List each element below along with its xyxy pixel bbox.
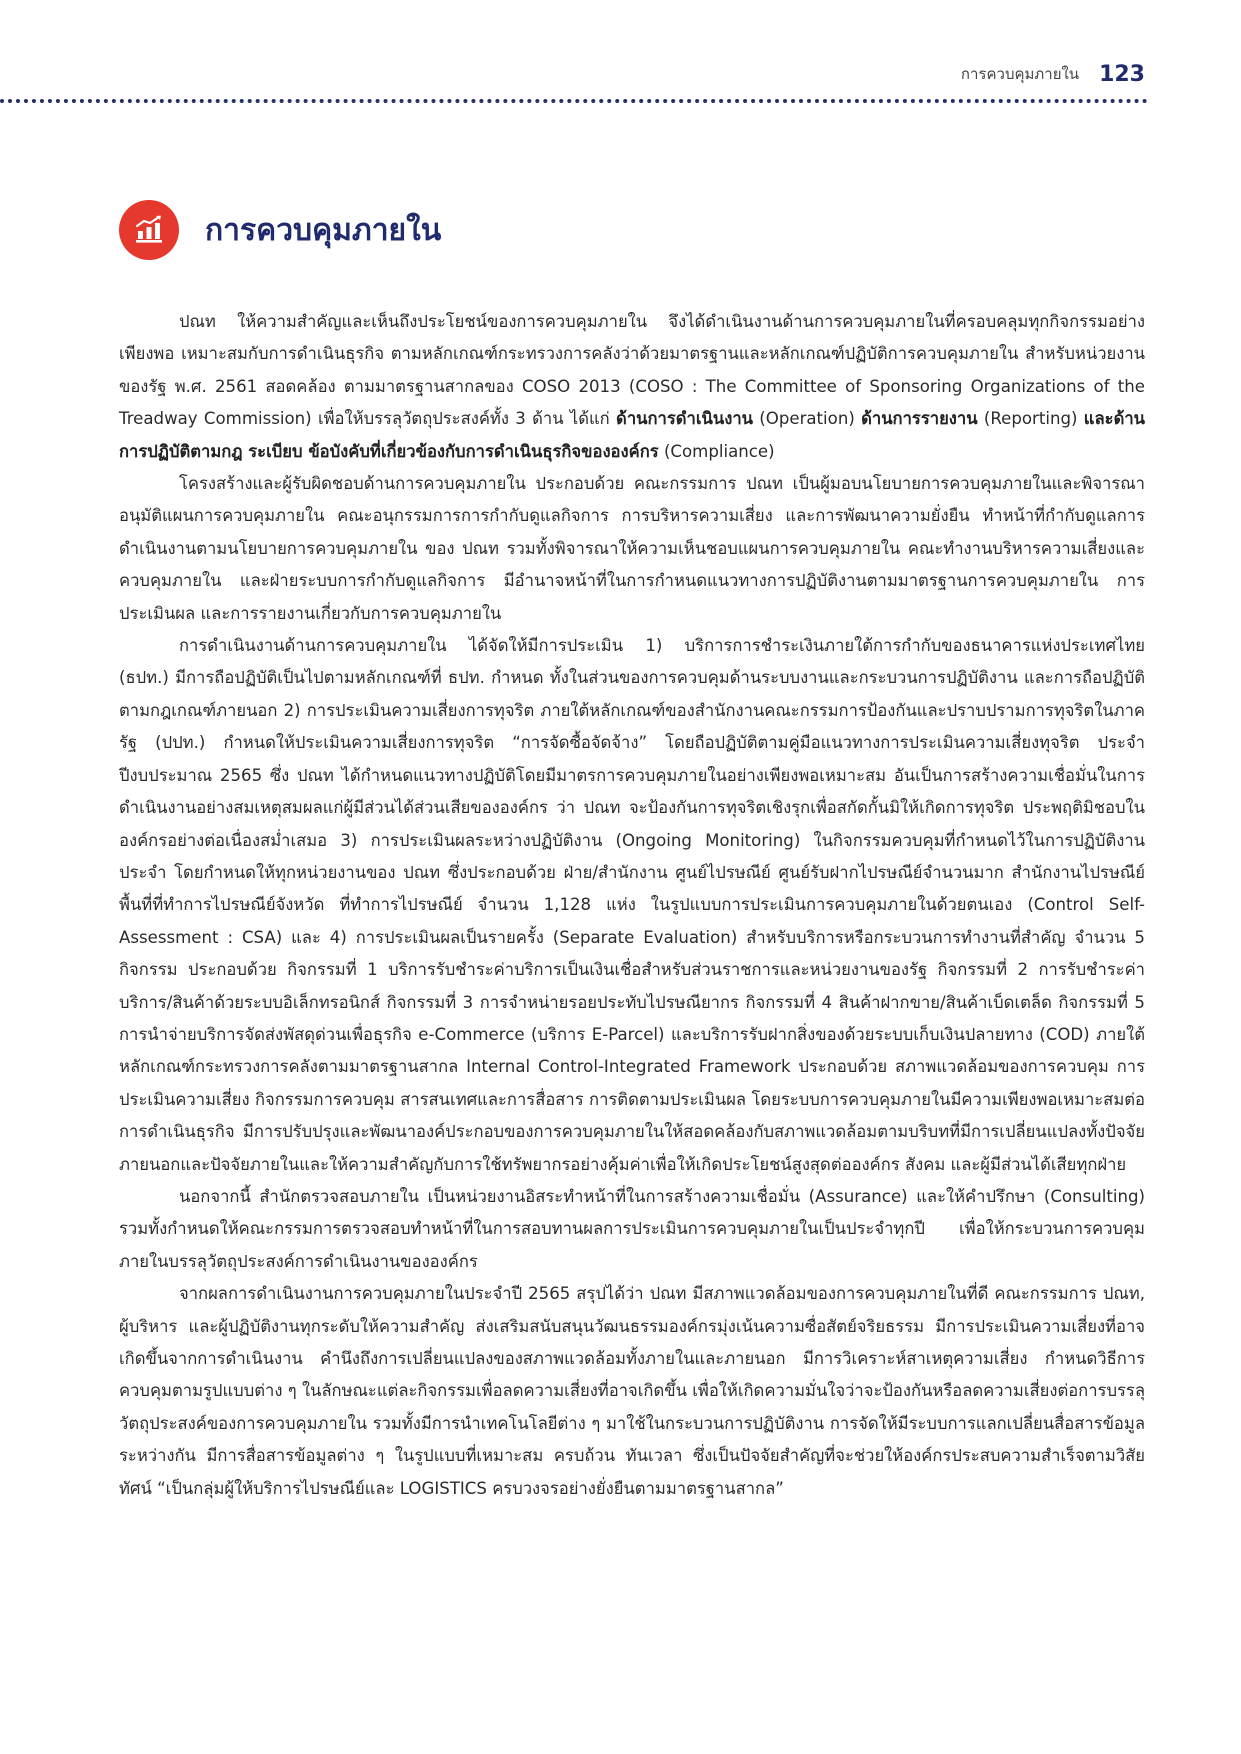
bar-chart-growth-icon	[119, 200, 179, 260]
paragraph-1-compliance-en: (Compliance)	[658, 441, 775, 461]
body-text	[119, 306, 1145, 1505]
page-title: การควบคุมภายใน	[205, 212, 442, 248]
header-dotted-divider	[0, 99, 1148, 103]
page-header	[119, 52, 1145, 96]
section-heading	[119, 200, 441, 260]
paragraph-3: การดำเนินงานด้านการควบคุมภายใน ได้จัดให้มีการประเมิน 1) บริการการชำระเงินภายใต้การกำกับของธนาคารแห่งประเทศไทย (ธปท.) มีการถือปฏิบัติเป็นไปตามหลักเกณฑ์ที่ ธปท. กำหนด ทั้งในส่วนของการควบคุมด้านระบบงานและกระบวนการปฏิบัติงาน และการถือปฏิบัติตามกฎเกณฑ์ภายนอก 2) การประเมินความเสี่ยงการทุจริต ภายใต้หลักเกณฑ์ของสำนักงานคณะกรรมการป้องกันและปราบปรามการทุจริตในภาครัฐ (ปปท.) กำหนดให้ประเมินความเสี่ยงการทุจริต “การจัดซื้อจัดจ้าง” โดยถือปฏิบัติตามคู่มือแนวทางการประเมินความเสี่ยงทุจริต ประจำปีงบประมาณ 2565 ซึ่ง ปณท ได้กำหนดแนวทางปฏิบัติโดยมีมาตรการควบคุมภายในอย่างเพียงพอเหมาะสม อันเป็นการสร้างความเชื่อมั่นในการดำเนินงานอย่างสมเหตุสมผลแก่ผู้มีส่วนได้ส่วนเสียขององค์กร ว่า ปณท จะป้องกันการทุจริตเชิงรุกเพื่อสกัดกั้นมิให้เกิดการทุจริต ประพฤติมิชอบในองค์กรอย่างต่อเนื่องสม่ำเสมอ 3) การประเมินผลระหว่างปฏิบัติงาน (Ongoing Monitoring) ในกิจกรรมควบคุมที่กำหนดไว้ในการปฏิบัติงานประจำ โดยกำหนดให้ทุกหน่วยงานของ ปณท ซึ่งประกอบด้วย ฝ่าย/สำนักงาน ศูนย์ไปรษณีย์ ศูนย์รับฝากไปรษณีย์จำนวนมาก สำนักงานไปรษณีย์พื้นที่ที่ทำการไปรษณีย์จังหวัด ที่ทำการไปรษณีย์ จำนวน 1,128 แห่ง ในรูปแบบการประเมินการควบคุมภายในด้วยตนเอง (Control Self-Assessment : CSA) และ 4) การประเมินผลเป็นรายครั้ง (Separate Evaluation) สำหรับบริการหรือกระบวนการทำงานที่สำคัญ จำนวน 5 กิจกรรม ประกอบด้วย กิจกรรมที่ 1 บริการรับชำระค่าบริการเป็นเงินเชื่อสำหรับส่วนราชการและหน่วยงานของรัฐ กิจกรรมที่ 2 การรับชำระค่าบริการ/สินค้าด้วยระบบอิเล็กทรอนิกส์ กิจกรรมที่ 3 การจำหน่ายรอยประทับไปรษณียากร กิจกรรมที่ 4 สินค้าฝากขาย/สินค้าเบ็ดเตล็ด กิจกรรมที่ 5 การนำจ่ายบริการจัดส่งพัสดุด่วนเพื่อธุรกิจ e-Commerce (บริการ E-Parcel) และบริการรับฝากสิ่งของด้วยระบบเก็บเงินปลายทาง (COD) ภายใต้หลักเกณฑ์กระทรวงการคลังตามมาตรฐานสากล Internal Control-Integrated Framework ประกอบด้วย สภาพแวดล้อมของการควบคุม การประเมินความเสี่ยง กิจกรรมการควบคุม สารสนเทศและการสื่อสาร การติดตามประเมินผล โดยระบบการควบคุมภายในมีความเพียงพอเหมาะสมต่อการดำเนินธุรกิจ มีการปรับปรุงและพัฒนาองค์ประกอบของการควบคุมภายในให้สอดคล้องกับสภาพแวดล้อมตามบริบทที่มีการเปลี่ยนแปลงทั้งปัจจัยภายนอกและปัจจัยภายในและให้ความสำคัญกับการใช้ทรัพยากรอย่างคุ้มค่าเพื่อให้เกิดประโยชน์สูงสุดต่อองค์กร สังคม และผู้มีส่วนได้เสียทุกฝ่าย	[119, 636, 1145, 1174]
paragraph-5: จากผลการดำเนินงานการควบคุมภายในประจำปี 2565 สรุปได้ว่า ปณท มีสภาพแวดล้อมของการควบคุมภายในที่ดี คณะกรรมการ ปณท, ผู้บริหาร และผู้ปฏิบัติงานทุกระดับให้ความสำคัญ ส่งเสริมสนับสนุนวัฒนธรรมองค์กรมุ่งเน้นความซื่อสัตย์จริยธรรม มีการประเมินความเสี่ยงที่อาจเกิดขึ้นจากการดำเนินงาน คำนึงถึงการเปลี่ยนแปลงของสภาพแวดล้อมทั้งภายในและภายนอก มีการวิเคราะห์สาเหตุความเสี่ยง กำหนดวิธีการควบคุมตามรูปแบบต่าง ๆ ในลักษณะแต่ละกิจกรรมเพื่อลดความเสี่ยงที่อาจเกิดขึ้น เพื่อให้เกิดความมั่นใจว่าจะป้องกันหรือลดความเสี่ยงต่อการบรรลุวัตถุประสงค์ของการควบคุมภายใน รวมทั้งมีการนำเทคโนโลยีต่าง ๆ มาใช้ในกระบวนการปฏิบัติงาน การจัดให้มีระบบการแลกเปลี่ยนสื่อสารข้อมูลระหว่างกัน มีการสื่อสารข้อมูลต่าง ๆ ในรูปแบบที่เหมาะสม ครบถ้วน ทันเวลา ซึ่งเป็นปัจจัยสำคัญที่จะช่วยให้องค์กรประสบความสำเร็จตามวิสัยทัศน์ “เป็นกลุ่มผู้ให้บริการไปรษณีย์และ LOGISTICS ครบวงจรอย่างยั่งยืนตามมาตรฐานสากล”	[119, 1284, 1145, 1498]
page-number: 123	[1099, 61, 1145, 87]
paragraph-1-reporting-en: (Reporting)	[977, 409, 1084, 429]
paragraph-2: โครงสร้างและผู้รับผิดชอบด้านการควบคุมภายใน ประกอบด้วย คณะกรรมการ ปณท เป็นผู้มอบนโยบายการควบคุมภายในและพิจารณาอนุมัติแผนการควบคุมภายใน คณะอนุกรรมการการกำกับดูแลกิจการ การบริหารความเสี่ยง และการพัฒนาความยั่งยืน ทำหน้าที่กำกับดูแลการดำเนินงานตามนโยบายการควบคุมภายใน ของ ปณท รวมทั้งพิจารณาให้ความเห็นชอบแผนการควบคุมภายใน คณะทำงานบริหารความเสี่ยงและควบคุมภายใน และฝ่ายระบบการกำกับดูแลกิจการ มีอำนาจหน้าที่ในการกำหนดแนวทางการปฏิบัติงานตามมาตรฐานการควบคุมภายใน การประเมินผล และการรายงานเกี่ยวกับการควบคุมภายใน	[119, 474, 1145, 623]
paragraph-1-intro: ปณท ให้ความสำคัญและเห็นถึงประโยชน์ของการควบคุมภายใน จึงได้ดำเนินงานด้านการควบคุมภายในที่ครอบคลุมทุกกิจกรรมอย่างเพียงพอ เหมาะสมกับการดำเนินธุรกิจ ตามหลักเกณฑ์กระทรวงการคลังว่าด้วยมาตรฐานและหลักเกณฑ์ปฏิบัติการควบคุมภายใน สำหรับหน่วยงานของรัฐ พ.ศ. 2561 สอดคล้อง ตามมาตรฐานสากลของ COSO 2013 (COSO : The Committee of Sponsoring Organizations of the Treadway Commission) เพื่อให้บรรลุวัตถุประสงค์ทั้ง 3 ด้าน ได้แก่	[119, 312, 1145, 429]
paragraph-1-bold-reporting: ด้านการรายงาน	[861, 409, 978, 429]
header-section-title: การควบคุมภายใน	[960, 65, 1080, 83]
paragraph-1-operation-en: (Operation)	[752, 409, 862, 429]
paragraph-1-bold-compliance: และด้านการปฏิบัติตามกฎ ระเบียบ ข้อบังคับที่เกี่ยวข้องกับการดำเนินธุรกิจขององค์กร	[119, 409, 1146, 461]
paragraph-1	[119, 306, 1145, 468]
paragraph-1-bold-operation: ด้านการดำเนินงาน	[616, 409, 753, 429]
paragraph-4: นอกจากนี้ สำนักตรวจสอบภายใน เป็นหน่วยงานอิสระทำหน้าที่ในการสร้างความเชื่อมั่น (Assurance) และให้คำปรึกษา (Consulting) รวมทั้งกำหนดให้คณะกรรมการตรวจสอบทำหน้าที่ในการสอบทานผลการประเมินการควบคุมภายในเป็นประจำทุกปี เพื่อให้กระบวนการควบคุมภายในบรรลุวัตถุประสงค์การดำเนินงานขององค์กร	[119, 1186, 1145, 1271]
